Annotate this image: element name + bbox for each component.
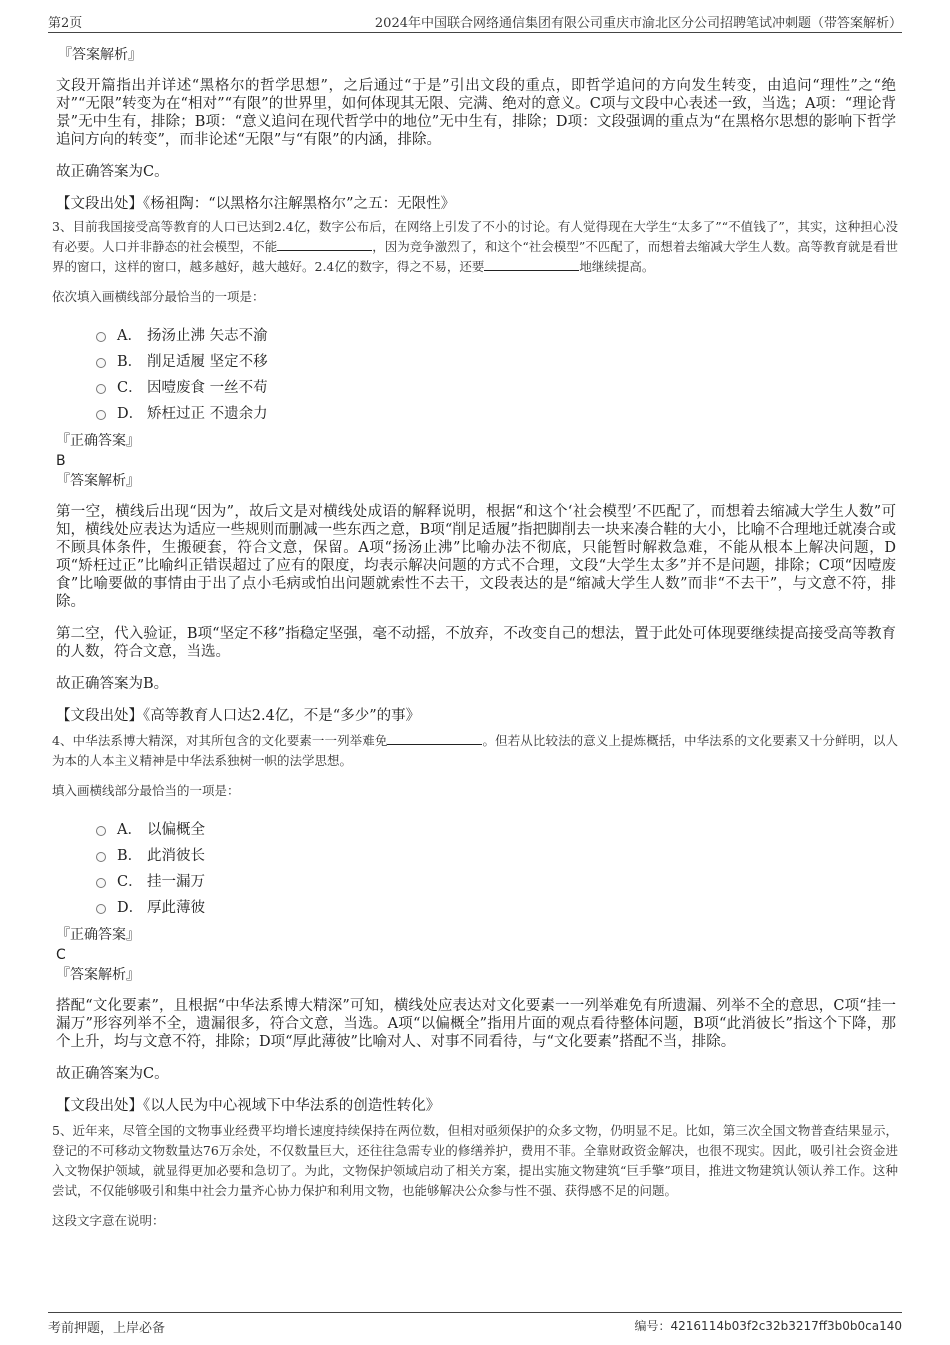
analysis-text: 搭配“文化要素”，且根据“中华法系博大精深”可知，横线处应表达对文化要素一一列举难免有所遗漏、列举不全的意思，C项“挂一漏万”形容列举不全，遗漏很多，符合文意，当选。A项“以偏概全”指用片面的观点看待整体问题，B项“此消彼长”指这个下降，那个上升，均与文意不符，排除；D项“厚此薄彼”比喻对人、对事不同看待，与“文化要素”搭配不当，排除。 bbox=[56, 998, 896, 1050]
question-prompt: 这段文字意在说明： bbox=[52, 1213, 165, 1228]
radio-icon[interactable] bbox=[96, 904, 106, 914]
question-stem: 4、中华法系博大精深，对其所包含的文化要素一一列举难免 。但若从比较法的意义上提炼概括，中华法系的文化要素又十分鲜明，以人为本的人本主义精神是中华法系独树一帜的法学思想。 bbox=[52, 733, 898, 768]
conclusion: 故正确答案为B。 bbox=[56, 676, 169, 692]
analysis-text: 文段开篇指出并详述“黑格尔的哲学思想”，之后通过“于是”引出文段的重点，即哲学追问的方向发生转变，由追问“理性”之“绝对”“无限”转变为在“相对”“有限”的世界里，如何体现其无限、完满、绝对的意义。C项与文段中心表述一致，当选；A项：“理论背景”无中生有，排除；B项：“意义追问在现代哲学中的地位”无中生有，排除；D项：文段强调的重点为“在黑格尔思想的影响下哲学追问方向的转变”，而非论述“无限”与“有限”的内涵，排除。 bbox=[56, 78, 896, 148]
question-4 bbox=[52, 731, 898, 801]
radio-icon[interactable] bbox=[96, 826, 106, 836]
radio-icon[interactable] bbox=[96, 332, 106, 342]
radio-icon[interactable] bbox=[96, 410, 106, 420]
option-d[interactable]: D． 矫枉过正 不遗余力 bbox=[96, 399, 896, 425]
page-header bbox=[48, 12, 902, 33]
question-stem: 3、目前我国接受高等教育的人口已达到2.4亿，数字公布后，在网络上引发了不小的讨论。有人觉得现在大学生“太多了”“不值钱了”，其实，这种担心没有必要。人口并非静态的社会模型，不能 ，因为竞争激烈了，和这个“社会模型”不匹配了，而想着去缩减大学生人数。高等教育就是看世界的窗口，这样的窗口，越多越好，越大越好。2.4亿的数字，得之不易，还要 地继续提高。 bbox=[52, 219, 898, 274]
analysis-tag: 『答案解析』 bbox=[56, 967, 140, 983]
analysis-text: 第一空，横线后出现“因为”，故后文是对横线处成语的解释说明，根据“和这个‘社会模型’不匹配了，而想着去缩减大学生人数”可知，横线处应表达为适应一些规则而删减一些东西之意，B项“削足适履”指把脚削去一块来凑合鞋的大小，比喻不合理地迁就凑合或不顾具体条件，生搬硬套，符合文意，保留。A项“扬汤止沸”比喻办法不彻底，只能暂时解救急难，不能从根本上解决问题，D项“矫枉过正”比喻纠正错误超过了应有的限度，均表示解决问题的方式不合理，文段“大学生太多”并不是问题，排除；C项“因噎废食”比喻要做的事情由于出了点小毛病或怕出问题就索性不去干，文段表达的是“缩减大学生人数”而非“不去干”，与文意不符，排除。 bbox=[56, 504, 896, 610]
radio-icon[interactable] bbox=[96, 384, 106, 394]
conclusion: 故正确答案为C。 bbox=[56, 1066, 169, 1082]
options-list bbox=[56, 815, 896, 919]
document-title: 2024年中国联合网络通信集团有限公司重庆市渝北区分公司招聘笔试冲刺题（带答案解析） bbox=[374, 16, 902, 31]
option-b[interactable]: B． 削足适履 坚定不移 bbox=[96, 347, 896, 373]
fill-blank bbox=[484, 258, 579, 271]
source-citation: 【文段出处】《以人民为中心视域下中华法系的创造性转化》 bbox=[56, 1098, 441, 1114]
document-body bbox=[52, 45, 898, 1231]
option-c[interactable]: C． 因噎废食 一丝不苟 bbox=[96, 373, 896, 399]
question-3 bbox=[52, 217, 898, 307]
conclusion: 故正确答案为C。 bbox=[56, 164, 169, 180]
answer-tag: 『正确答案』 bbox=[56, 433, 140, 449]
option-a[interactable]: A． 以偏概全 bbox=[96, 815, 896, 841]
correct-answer: C bbox=[56, 947, 66, 963]
radio-icon[interactable] bbox=[96, 878, 106, 888]
option-d[interactable]: D． 厚此薄彼 bbox=[96, 893, 896, 919]
question-stem: 5、近年来，尽管全国的文物事业经费平均增长速度持续保持在两位数，但相对亟须保护的众多文物，仍明显不足。比如，第三次全国文物普查结果显示，登记的不可移动文物数量达76万余处，不仅数量巨大，还往往急需专业的修缮养护，费用不菲。全靠财政资金解决，也很不现实。因此，吸引社会资金进入文物保护领域，就显得更加必要和急切了。为此，文物保护领域启动了相关方案，提出实施文物建筑“巨手擎”项目，推进文物建筑认领认养工作。这种尝试，不仅能够吸引和集中社会力量齐心协力保护和利用文物，也能够解决公众参与性不强、获得感不足的问题。 bbox=[52, 1123, 898, 1198]
option-c[interactable]: C． 挂一漏万 bbox=[96, 867, 896, 893]
page-footer bbox=[48, 1312, 902, 1335]
question-prompt: 依次填入画横线部分最恰当的一项是： bbox=[52, 289, 265, 304]
question-5 bbox=[52, 1121, 898, 1231]
analysis-tag: 『答案解析』 bbox=[56, 473, 140, 489]
option-a[interactable]: A． 扬汤止沸 矢志不渝 bbox=[96, 321, 896, 347]
fill-blank bbox=[277, 238, 372, 251]
analysis-text: 第二空，代入验证，B项“坚定不移”指稳定坚强，毫不动摇，不放弃，不改变自己的想法，置于此处可体现要继续提高接受高等教育的人数，符合文意，当选。 bbox=[56, 626, 896, 660]
fill-blank bbox=[387, 732, 482, 745]
correct-answer: B bbox=[56, 453, 66, 469]
radio-icon[interactable] bbox=[96, 852, 106, 862]
analysis-tag: 『答案解析』 bbox=[58, 47, 142, 63]
source-citation: 【文段出处】《高等教育人口达2.4亿，不是“多少”的事》 bbox=[56, 708, 421, 724]
option-b[interactable]: B． 此消彼长 bbox=[96, 841, 896, 867]
radio-icon[interactable] bbox=[96, 358, 106, 368]
page-number: 第2页 bbox=[48, 16, 83, 31]
footer-slogan: 考前押题，上岸必备 bbox=[48, 1321, 166, 1336]
answer-tag: 『正确答案』 bbox=[56, 927, 140, 943]
question-prompt: 填入画横线部分最恰当的一项是： bbox=[52, 783, 240, 798]
source-citation: 【文段出处】《杨祖陶：“以黑格尔注解黑格尔”之五：无限性》 bbox=[56, 196, 456, 212]
options-list bbox=[56, 321, 896, 425]
document-id: 编号：4216114b03f2c32b3217ff3b0b0ca140 bbox=[634, 1319, 902, 1333]
